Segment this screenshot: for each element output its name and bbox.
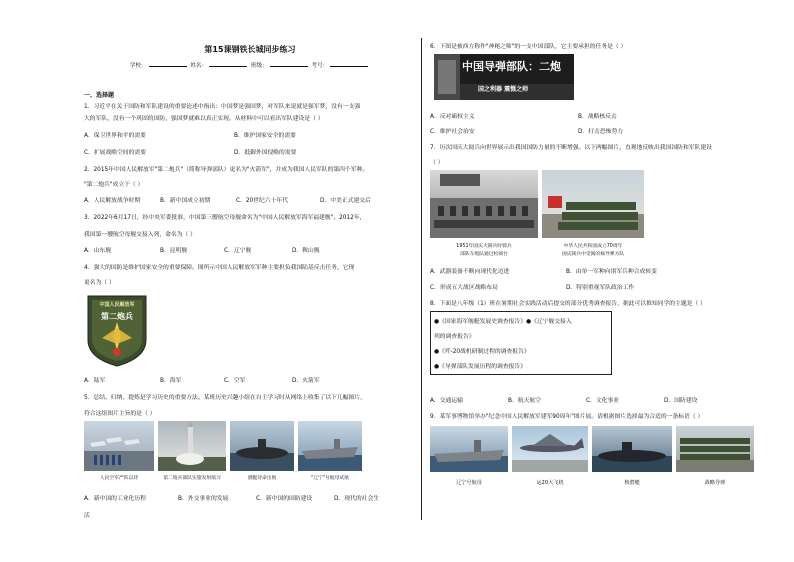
q4-option-a[interactable]: A．陆军 bbox=[84, 378, 106, 384]
q8-report-line1: ●《国家海军舰艇发展史调查报告》●《辽宁舰交接入 bbox=[434, 319, 572, 325]
q7-caption-left-line2: 部队车炮队通过检阅台 bbox=[460, 252, 508, 257]
q3-option-c[interactable]: C．辽宁舰 bbox=[224, 248, 252, 254]
q5-option-c[interactable]: C．新中国的国防建设 bbox=[256, 496, 313, 502]
q5-air-force-photo bbox=[84, 421, 154, 471]
q2-option-a[interactable]: A．人民解放战争时期 bbox=[84, 198, 141, 204]
q2-stem-line1: 2．2015年中国人民解放军"第二炮兵"（简称导弹部队）更名为"火箭军"，并成为我国人民军队的第四个军种。 bbox=[84, 167, 369, 173]
badge-top-text: 中国人民解放军 bbox=[99, 302, 135, 308]
q3-option-a[interactable]: A．山东舰 bbox=[84, 248, 112, 254]
exam-no-label: 考号： bbox=[311, 63, 329, 69]
q5-option-b[interactable]: B．外交事业的发展 bbox=[178, 496, 229, 502]
q7-option-a[interactable]: A．武器装备不断向现代化迈进 bbox=[430, 269, 510, 275]
q6-missile-force-banner bbox=[434, 54, 574, 100]
q5-caption-1: 人民空军严阵以待 bbox=[99, 476, 139, 481]
q1-option-d[interactable]: D．抵御外国侵略的需要 bbox=[234, 150, 297, 156]
q9-strategic-missile-photo bbox=[676, 426, 754, 472]
q6-option-d[interactable]: D．打击恐怖势力 bbox=[578, 129, 624, 135]
section-heading: 一、选择题 bbox=[84, 92, 115, 99]
q4-stem-line1: 4．强大的国防是维护国家安全的重要保障。图所示中国人民解放军军种主要担负我国陆基反击任务，它现 bbox=[84, 265, 355, 271]
q1-option-a[interactable]: A．保卫世界和平的需要 bbox=[84, 133, 146, 139]
q7-stem-line1: 7．历次国庆大阅兵向世界展示出我国国防力量的不断增强。以下两幅图片，直观地反映出我国国防和军队建设 bbox=[430, 145, 712, 151]
q7-option-d[interactable]: D．特别重视军队政治工作 bbox=[566, 285, 635, 291]
q5-caption-4: "辽宁"号航母试航 bbox=[311, 476, 349, 481]
q5-option-d-continued: 活 bbox=[84, 513, 90, 519]
school-blank[interactable] bbox=[149, 61, 187, 67]
q5-caption-2: 第二炮兵部队实施发射演习 bbox=[163, 476, 221, 481]
q7-caption-left-line1: 1951年国庆大阅兵时骑兵 bbox=[456, 244, 512, 249]
second-artillery-badge-image bbox=[84, 292, 150, 368]
q8-report-line4: ●《导弹部队发展历程的调查报告》 bbox=[434, 364, 527, 370]
q2-option-d[interactable]: D．中美正式建交后 bbox=[320, 198, 371, 204]
q7-70th-anniversary-photo bbox=[542, 170, 644, 238]
q8-report-list-box bbox=[430, 311, 612, 375]
q5-submarine-photo bbox=[230, 421, 294, 471]
q9-caption-4: 战略导弹 bbox=[704, 480, 726, 486]
q8-option-d[interactable]: D．国防建设 bbox=[664, 398, 698, 404]
q6-option-c[interactable]: C．维护社会治安 bbox=[430, 129, 475, 135]
q9-caption-2: 运20大飞机 bbox=[536, 480, 564, 486]
q9-nuclear-submarine-photo bbox=[592, 426, 672, 472]
q2-stem-line2: "第二炮兵"成立于（ ） bbox=[84, 182, 144, 188]
q8-option-a[interactable]: A．交通运输 bbox=[430, 398, 463, 404]
class-label: 班级： bbox=[250, 63, 268, 69]
student-info-line bbox=[84, 61, 416, 69]
q4-stem-line2: 更名为（ ） bbox=[84, 280, 115, 286]
q9-stem: 9．某军事博物馆举办"纪念中国人民解放军建军90周年"图片展。请根据图片选择最为合适的一条标语（ ） bbox=[430, 414, 704, 420]
q2-option-b[interactable]: B．新中国成立初期 bbox=[160, 198, 211, 204]
q4-option-d[interactable]: D．火箭军 bbox=[292, 378, 320, 384]
q5-missile-launch-photo bbox=[158, 421, 226, 471]
q8-option-c[interactable]: C．文化事业 bbox=[586, 398, 620, 404]
q8-stem: 8．下面是八年级（1）班在暑期社会实践活动后提交的部分优秀调查报告，据此可以推知同学的主题是（ ） bbox=[430, 301, 706, 307]
q6-banner-title: 中国导弹部队：二炮 bbox=[462, 60, 561, 73]
q9-liaoning-carrier-photo bbox=[430, 426, 508, 472]
q9-caption-3: 核潜艇 bbox=[624, 480, 640, 486]
q7-option-b[interactable]: B．由单一军种向诸军兵种合成转变 bbox=[566, 269, 657, 275]
q8-report-line2: 列的调查报告》 bbox=[434, 334, 475, 340]
q5-stem-line2: 符合这组图片主旨的是（ ） bbox=[84, 411, 156, 417]
q5-carrier-photo bbox=[298, 421, 362, 471]
q6-option-a[interactable]: A．反对霸权主义 bbox=[430, 114, 475, 120]
q7-caption-right-line2: 国庆阅兵中受阅的核导弹方队 bbox=[561, 252, 625, 257]
q6-stem: 6．下图是被西方称作"神秘之师"的一支中国部队，它主要承担的任务是（ ） bbox=[430, 44, 627, 50]
school-label: 学校： bbox=[129, 63, 147, 69]
class-blank[interactable] bbox=[270, 61, 308, 67]
q6-option-b[interactable]: B．战略核反击 bbox=[578, 114, 617, 120]
q7-1951-parade-photo bbox=[430, 170, 538, 238]
q6-banner-subtitle: 国之利器 震慑之师 bbox=[478, 86, 529, 93]
q3-stem-line2: 我国第一艘航空母舰交接入列，命名为（ ） bbox=[84, 232, 196, 238]
q8-option-b[interactable]: B．航天航空 bbox=[508, 398, 541, 404]
exam-no-blank[interactable] bbox=[330, 61, 368, 67]
q4-option-b[interactable]: B．海军 bbox=[160, 378, 182, 384]
q9-y20-aircraft-photo bbox=[512, 426, 588, 472]
q7-caption-right-line1: 中华人民共和国成立70周年 bbox=[563, 244, 623, 249]
q1-option-b[interactable]: B．维护国家安全的需要 bbox=[234, 133, 296, 139]
q1-option-c[interactable]: C．扩展战略空间的需要 bbox=[84, 150, 147, 156]
page-title: 第15课钢铁长城同步练习 bbox=[204, 45, 296, 54]
q1-stem-line2: 大的军队，没有一个巩固的国防，强国梦就难以真正实现。从材料中可以看出军队建设是（ ） bbox=[84, 116, 324, 122]
q5-option-d[interactable]: D．现代的社会生 bbox=[334, 496, 380, 502]
name-blank[interactable] bbox=[209, 61, 247, 67]
column-divider bbox=[421, 38, 422, 520]
q1-stem-line1: 1．习近平在关于国防和军队建设的重要论述中指出：中国梦是强国梦，对军队来说就是强军梦，没有一支强 bbox=[84, 104, 361, 110]
name-label: 姓名： bbox=[190, 63, 208, 69]
q7-option-c[interactable]: C．形成五大战区战略布局 bbox=[430, 285, 498, 291]
q5-caption-3: 潜艇待命出航 bbox=[247, 476, 277, 481]
q7-stem-line2: （ ） bbox=[430, 160, 444, 166]
q3-option-b[interactable]: B．昆明舰 bbox=[160, 248, 188, 254]
q3-option-d[interactable]: D．鞍山舰 bbox=[292, 248, 320, 254]
q5-stem-line1: 5．总结、归纳、提炼是学习历史的重要方法。某班历史兴趣小组在自主学习时从网络上收集了以下几幅图片， bbox=[84, 395, 366, 401]
q9-caption-1: 辽宁号航母 bbox=[456, 480, 482, 486]
q2-option-c[interactable]: C．20世纪六十年代 bbox=[236, 198, 289, 204]
badge-main-text: 第二炮兵 bbox=[101, 312, 133, 321]
q8-report-line3: ●《歼-20战机研制过程的调查报告》 bbox=[434, 349, 530, 355]
q4-option-c[interactable]: C．空军 bbox=[224, 378, 246, 384]
q5-option-a[interactable]: A．新中国的工业化历程 bbox=[84, 496, 146, 502]
q3-stem-line1: 3．2022年6月17日，经中央军委批准，中国第三艘航空母舰命名为"中国人民解放军海军福建舰"。2012年， bbox=[84, 215, 366, 221]
